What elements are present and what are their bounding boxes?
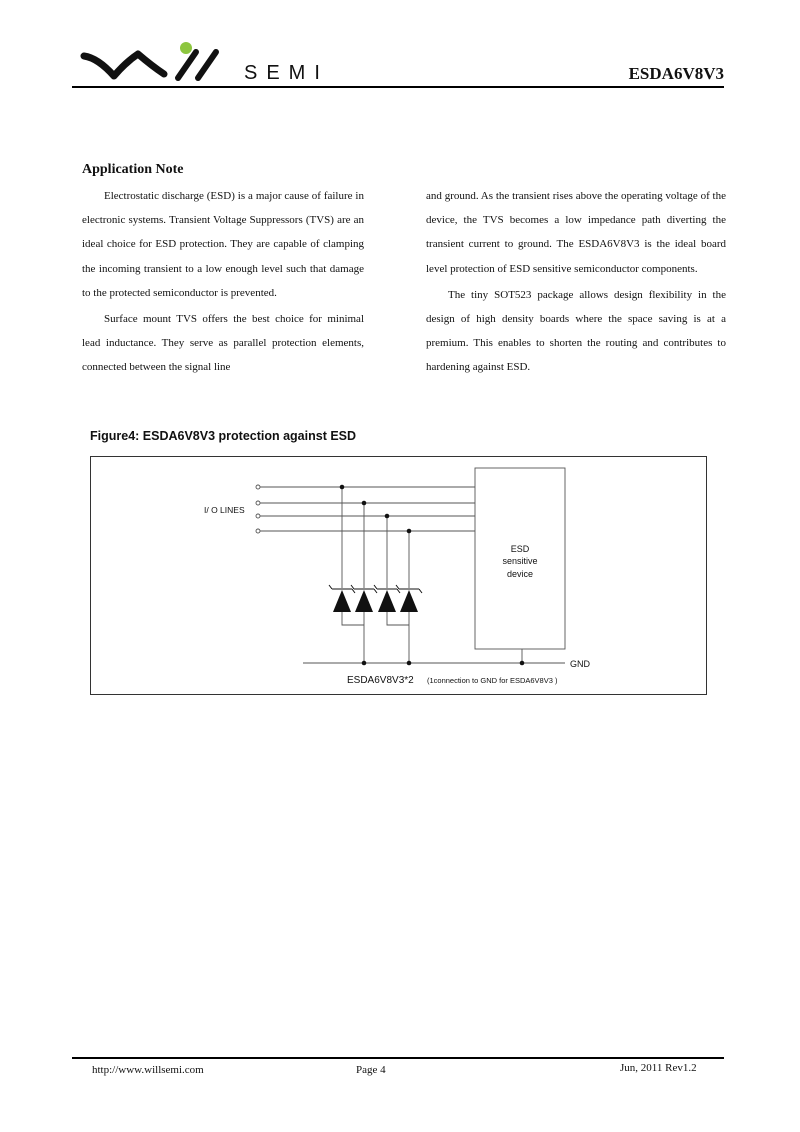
company-logo xyxy=(80,40,230,89)
part-number: ESDA6V8V3 xyxy=(628,64,724,83)
left-column xyxy=(82,184,364,380)
paragraph-surface-mount: Surface mount TVS offers the best choice for minimal lead inductance. They serve as parallel protection elements, connected between the signal line xyxy=(82,313,364,374)
footer-divider xyxy=(72,1057,724,1059)
figure-title: Figure4: ESDA6V8V3 protection against ESD xyxy=(90,429,357,443)
figure-circuit-diagram xyxy=(90,456,708,701)
tvs-diode-pair-1 xyxy=(329,585,377,612)
header-divider xyxy=(72,86,724,88)
io-lines-label: I/ O LINES xyxy=(204,505,245,515)
device-label-line-2: sensitive xyxy=(502,556,538,566)
device-label-line-1: ESD xyxy=(510,544,530,554)
footer-url: http://www.willsemi.com xyxy=(92,1064,204,1076)
tvs-diode-pair-2 xyxy=(374,585,422,612)
paragraph-transient: and ground. As the transient rises above the operating voltage of the device, the TVS becomes a low impedance path diverting the transient current to ground. The ESDA6V8V3 is the ideal board level protection of ESD sensitive semiconductor components. xyxy=(426,190,726,275)
footer-date-revision: Jun, 2011 Rev1.2 xyxy=(620,1062,697,1074)
right-column xyxy=(426,184,726,380)
part-label: ESDA6V8V3*2 xyxy=(347,675,414,686)
device-label-line-3: device xyxy=(506,569,534,579)
paragraph-package: The tiny SOT523 package allows design flexibility in the design of high density boards where the space saving is at a premium. This enables to shorten the routing and contributes to hardening against ESD. xyxy=(426,288,726,374)
section-title: Application Note xyxy=(82,162,184,177)
paragraph-esd-intro: Electrostatic discharge (ESD) is a major cause of failure in electronic systems. Transient Voltage Suppressors (TVS) are an ideal choice for ESD protection. They are capable of clamping the incoming transient to a low enough level such that damage to the protected semiconductor is prevented. xyxy=(82,190,364,299)
footer-page-number: Page 4 xyxy=(356,1064,386,1076)
gnd-label: GND xyxy=(570,659,590,669)
brand-text: SEMI xyxy=(244,62,329,84)
part-note: (1connection to GND for ESDA6V8V3 ) xyxy=(427,676,558,685)
